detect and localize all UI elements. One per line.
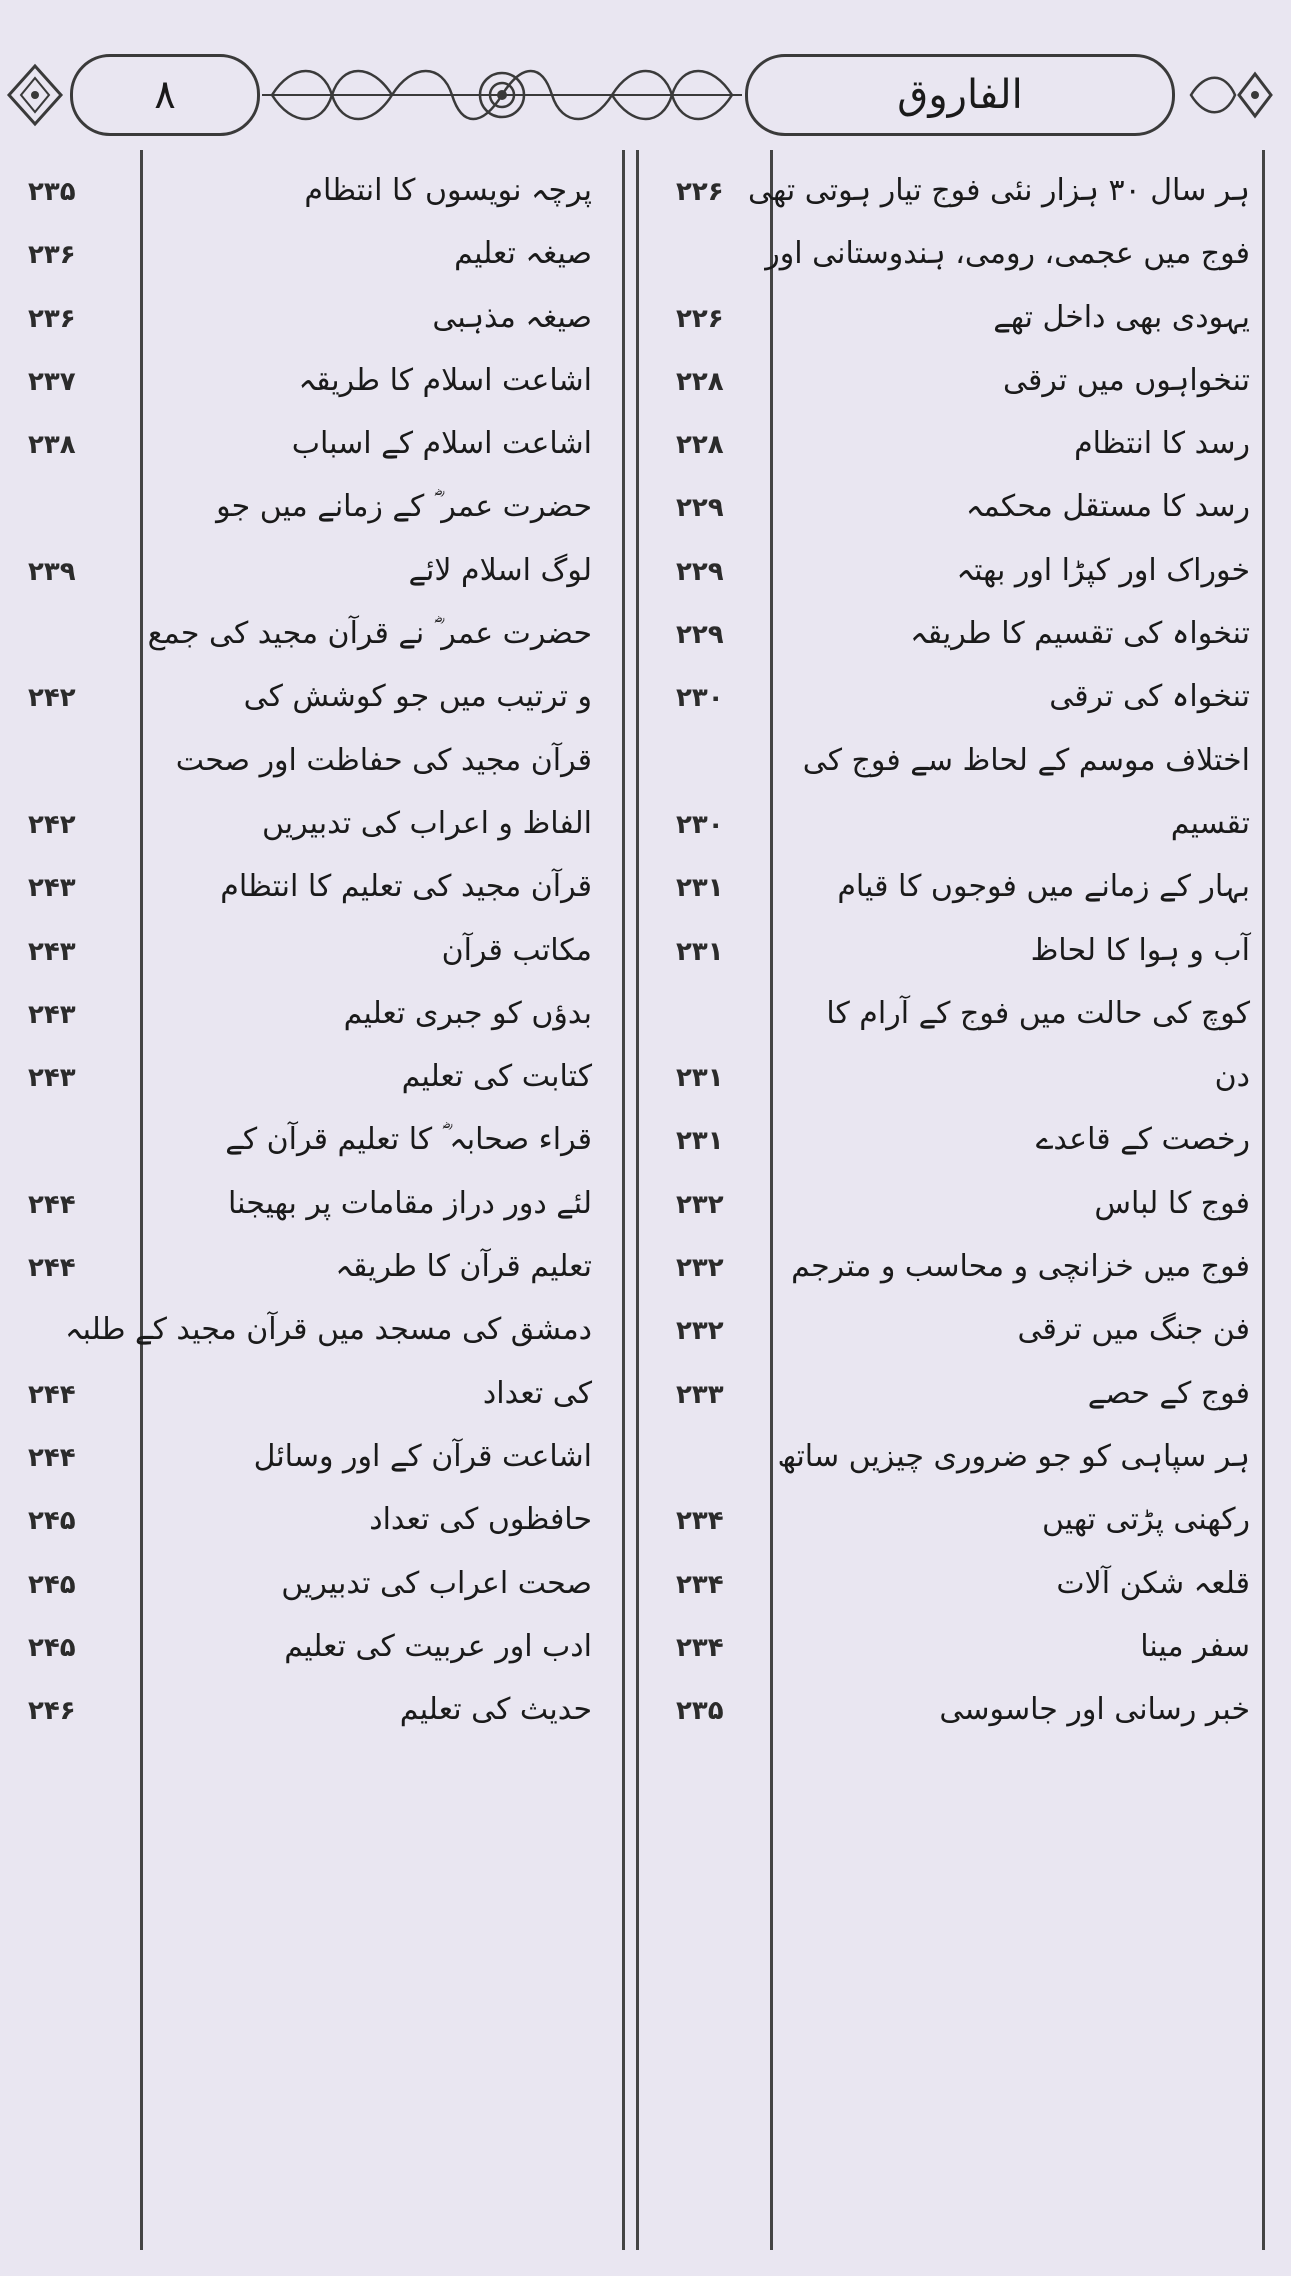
toc-entry-title: حضرت عمر ؓ نے قرآن مجید کی جمع [147,616,592,652]
toc-entry-title: و ترتیب میں جو کوشش کی [243,679,592,715]
toc-entry-page-number: ۲۴۳ [28,873,76,904]
toc-entry-page-number: ۲۳۶ [28,240,76,271]
toc-entry-title: اشاعت قرآن کے اور وسائل [253,1438,592,1474]
toc-entry-title: قراء صحابہ ؓ کا تعلیم قرآن کے [225,1122,592,1158]
toc-entry [630,1431,1250,1494]
toc-entry-title: کوچ کی حالت میں فوج کے آرام کا [826,995,1250,1031]
toc-entry-title: خوراک اور کپڑا اور بھتہ [956,552,1250,588]
toc-entry-title: لئے دور دراز مقامات پر بھیجنا [228,1185,592,1221]
toc-entry-page-number: ۲۳۷ [28,366,76,397]
toc-entry [630,545,1250,608]
toc-entry-page-number: ۲۴۳ [28,1063,76,1094]
toc-entry-title: بہار کے زمانے میں فوجوں کا قیام [837,869,1250,905]
toc-entry-title: اشاعت اسلام کا طریقہ [298,362,592,398]
toc-entry-page-number: ۲۳۱ [676,873,724,904]
toc-entry [630,1558,1250,1621]
toc-entry-page-number: ۲۲۹ [676,556,724,587]
toc-entry-page-number: ۲۳۲ [676,1189,724,1220]
toc-entry [0,481,610,544]
toc-entry-title: صیغہ مذہبی [432,299,592,335]
toc-entry-title: رکھنی پڑتی تھیں [1041,1502,1250,1538]
toc-entry [0,988,610,1051]
toc-entry-page-number: ۲۴۴ [28,1379,76,1410]
toc-entry [630,1241,1250,1304]
toc-entry-title: خبر رسانی اور جاسوسی [939,1692,1250,1728]
toc-entry-page-number: ۲۳۰ [676,809,724,840]
toc-entry-title: فن جنگ میں ترقی [1017,1312,1250,1348]
toc-entry-title: تعلیم قرآن کا طریقہ [335,1249,592,1285]
toc-entry-title: دن [1214,1059,1250,1095]
toc-entry-title: لوگ اسلام لائے [408,552,592,588]
toc-entry-page-number: ۲۲۶ [676,303,724,334]
toc-entry-title: ہر سپاہی کو جو ضروری چیزیں ساتھ [777,1438,1250,1474]
toc-entry-title: فوج کے حصے [1087,1375,1250,1411]
toc-entry-page-number: ۲۳۱ [676,1063,724,1094]
right-end-ornament-icon [1185,62,1275,128]
toc-entry [0,1051,610,1114]
inner-left-rule [622,150,625,2250]
toc-entry-title: تنخواہ کی تقسیم کا طریقہ [910,616,1250,652]
toc-entry [0,798,610,861]
toc-entry-page-number: ۲۴۶ [28,1696,76,1727]
toc-entry [630,418,1250,481]
toc-entry [630,1178,1250,1241]
toc-entry-page-number: ۲۴۲ [28,809,76,840]
toc-entry-page-number: ۲۳۰ [676,683,724,714]
toc-entry [630,861,1250,924]
toc-entry-page-number: ۲۲۸ [676,430,724,461]
toc-entry-page-number: ۲۳۲ [676,1253,724,1284]
toc-entry-page-number: ۲۳۵ [676,1696,724,1727]
toc-entry-title: قلعہ شکن آلات [1056,1565,1250,1601]
toc-entry-page-number: ۲۳۴ [676,1506,724,1537]
toc-entry-title: حدیث کی تعلیم [399,1692,592,1728]
toc-entry [630,228,1250,291]
toc-entry [630,165,1250,228]
toc-entry [0,925,610,988]
toc-entry-page-number: ۲۳۳ [676,1379,724,1410]
toc-entry-title: اشاعت اسلام کے اسباب [291,426,592,462]
toc-entry-title: آب و ہوا کا لحاظ [1030,932,1250,968]
toc-entry-title: صحت اعراب کی تدبیریں [281,1565,592,1601]
toc-entry [0,1558,610,1621]
toc-entry [630,355,1250,418]
toc-entry-title: بدؤں کو جبری تعلیم [343,995,592,1031]
toc-entry [630,798,1250,861]
toc-entry-title: کی تعداد [482,1375,592,1411]
toc-entry [0,735,610,798]
toc-entry [630,1621,1250,1684]
toc-entry [0,165,610,228]
toc-entry-title: اختلاف موسم کے لحاظ سے فوج کی [802,742,1250,778]
toc-entry-title: حضرت عمر ؓ کے زمانے میں جو [216,489,592,525]
toc-entry-title: کتابت کی تعلیم [401,1059,592,1095]
toc-entry [0,1621,610,1684]
toc-entry [0,671,610,734]
left-toc-column [0,165,610,1747]
toc-entry-page-number: ۲۴۳ [28,936,76,967]
toc-entry-page-number: ۲۴۳ [28,999,76,1030]
book-title-box [745,54,1175,136]
toc-entry-page-number: ۲۴۵ [28,1569,76,1600]
toc-entry-title: الفاظ و اعراب کی تدبیریں [261,805,592,841]
toc-entry [0,861,610,924]
toc-entry-title: حافظوں کی تعداد [369,1502,592,1538]
toc-entry-title: فوج میں عجمی، رومی، ہندوستانی اور [765,236,1250,272]
toc-entry [0,1178,610,1241]
toc-entry [0,1684,610,1747]
page-number: ۸ [154,72,176,118]
toc-entry-page-number: ۲۴۲ [28,683,76,714]
toc-entry-title: رسد کا مستقل محکمہ [965,489,1250,525]
toc-entry-title: رسد کا انتظام [1074,426,1250,462]
toc-entry-title: پرچہ نویسوں کا انتظام [304,173,592,208]
toc-entry [630,1304,1250,1367]
toc-entry-title: تنخواہوں میں ترقی [1003,362,1250,398]
toc-entry-title: ادب اور عربیت کی تعلیم [284,1628,592,1664]
toc-entry-page-number: ۲۳۴ [676,1569,724,1600]
toc-entry-title: تنخواہ کی ترقی [1049,679,1250,715]
floral-border-ornament-icon [262,58,742,132]
toc-entry [630,1368,1250,1431]
book-title: الفاروق [897,72,1023,118]
toc-entry [0,1431,610,1494]
toc-entry-page-number: ۲۳۶ [28,303,76,334]
toc-entry-page-number: ۲۴۵ [28,1632,76,1663]
toc-entry-title: صیغہ تعلیم [454,236,592,272]
toc-entry [0,292,610,355]
toc-entry-title: قرآن مجید کی تعلیم کا انتظام [220,869,592,905]
toc-entry [630,1494,1250,1557]
toc-entry-title: رخصت کے قاعدے [1035,1122,1250,1158]
toc-entry-page-number: ۲۳۸ [28,430,76,461]
toc-entry-title: دمشق کی مسجد میں قرآن مجید کے طلبہ [65,1312,592,1348]
toc-entry [630,1051,1250,1114]
toc-entry [0,418,610,481]
toc-entry-page-number: ۲۲۹ [676,620,724,651]
toc-entry-page-number: ۲۲۹ [676,493,724,524]
toc-entry-title: فوج کا لباس [1094,1185,1250,1221]
toc-entry-page-number: ۲۴۴ [28,1442,76,1473]
toc-entry [0,545,610,608]
toc-entry-page-number: ۲۴۴ [28,1253,76,1284]
toc-entry-title: تقسیم [1170,805,1250,841]
toc-entry [0,1368,610,1431]
toc-entry-title: سفر مینا [1140,1628,1250,1664]
toc-entry [630,671,1250,734]
toc-entry [630,292,1250,355]
toc-entry-page-number: ۲۳۱ [676,1126,724,1157]
left-end-ornament-icon [5,62,65,128]
toc-entry [0,608,610,671]
toc-entry [630,481,1250,544]
toc-entry-page-number: ۲۳۲ [676,1316,724,1347]
toc-entry [630,608,1250,671]
page-header [0,40,1291,150]
toc-entry-page-number: ۲۳۱ [676,936,724,967]
toc-entry-title: یہودی بھی داخل تھے [993,299,1250,335]
toc-entry-title: ہر سال ۳۰ ہزار نئی فوج تیار ہوتی تھی [748,173,1250,208]
page-number-box [70,54,260,136]
toc-entry [630,735,1250,798]
toc-entry [0,1114,610,1177]
toc-entry-page-number: ۲۲۸ [676,366,724,397]
toc-entry [630,1114,1250,1177]
toc-entry [0,1494,610,1557]
toc-entry-page-number: ۲۲۶ [676,177,724,207]
toc-entry-title: قرآن مجید کی حفاظت اور صحت [175,742,592,778]
toc-entry [0,228,610,291]
toc-entry [0,1241,610,1304]
right-toc-column [630,165,1250,1747]
toc-entry [0,1304,610,1367]
toc-entry [630,988,1250,1051]
frame-right-edge [1262,150,1265,2250]
toc-entry-page-number: ۲۳۹ [28,556,76,587]
toc-entry-page-number: ۲۴۴ [28,1189,76,1220]
toc-entry-title: فوج میں خزانچی و محاسب و مترجم [791,1249,1250,1285]
toc-entry [0,355,610,418]
toc-entry-title: مکاتب قرآن [441,932,592,968]
toc-entry-page-number: ۲۳۴ [676,1632,724,1663]
toc-entry-page-number: ۲۴۵ [28,1506,76,1537]
toc-entry [630,1684,1250,1747]
toc-entry-page-number: ۲۳۵ [28,177,76,207]
toc-entry [630,925,1250,988]
